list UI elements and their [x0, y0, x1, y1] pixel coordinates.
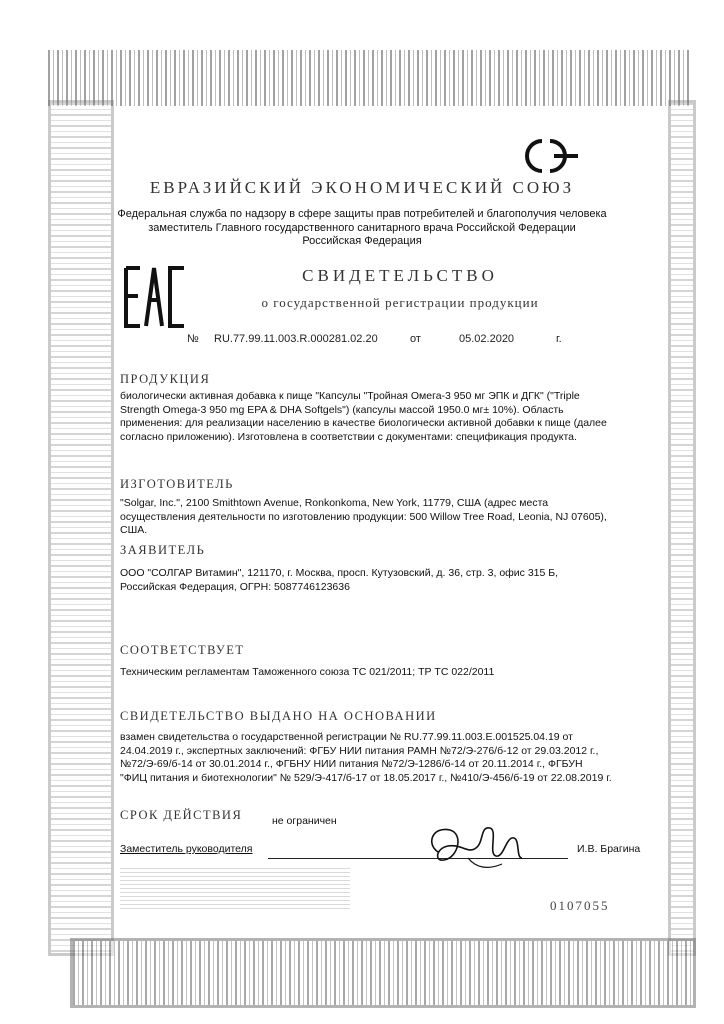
manufacturer-line: осуществления деятельности по изготовлению продукции: 500 Willow Tree Road, Leonia, NJ 07605),: [120, 510, 607, 523]
decorative-border-bottom: [70, 938, 696, 1008]
product-line: применения: для реализации населению в качестве биологически активной добавки к пище (далее: [120, 417, 607, 430]
manufacturer-line: "Solgar, Inc.", 2100 Smithtown Avenue, Ronkonkoma, New York, 11779, США (адрес места: [120, 497, 549, 509]
decorative-border-top: [48, 50, 690, 106]
conforms-line: Техническим регламентам Таможенного союза ТС 021/2011; ТР ТС 022/2011: [120, 666, 495, 678]
agency-line-1: Федеральная служба по надзору в сфере защиты прав потребителей и благополучия человека: [117, 208, 607, 220]
signatory-name: И.В. Брагина: [577, 843, 641, 855]
se-logo-icon: [520, 137, 584, 175]
handwritten-signature-icon: [418, 818, 528, 880]
eac-logo-icon: [122, 262, 188, 332]
manufacturer-text: [120, 497, 660, 538]
applicant-text: [120, 567, 660, 594]
applicant-line: Российская Федерация, ОГРН: 5087746123636: [120, 580, 350, 593]
agency-line-3: Российская Федерация: [302, 235, 422, 247]
conforms-text: [120, 666, 660, 680]
certificate-number: RU.77.99.11.003.R.000281.02.20: [214, 333, 378, 345]
agency-line-2: заместитель Главного государственного санитарного врача Российской Федерации: [148, 221, 576, 234]
form-serial-number: 0107055: [550, 898, 610, 913]
applicant-line: ООО "СОЛГАР Витамин", 121170, г. Москва, просп. Кутузовский, д. 36, стр. 3, офис 315 Б,: [120, 567, 559, 579]
basis-text: [120, 731, 660, 785]
certificate-subtitle: о государственной регистрации продукции: [261, 295, 539, 310]
product-heading: ПРОДУКЦИЯ: [120, 372, 211, 386]
number-label: №: [187, 333, 199, 345]
date-suffix: г.: [556, 333, 562, 345]
date-label: от: [410, 333, 421, 345]
manufacturer-line: США.: [120, 524, 148, 537]
basis-heading: СВИДЕТЕЛЬСТВО ВЫДАНО НА ОСНОВАНИИ: [120, 709, 437, 723]
validity-value: не ограничен: [272, 815, 337, 827]
validity-heading: СРОК ДЕЙСТВИЯ: [120, 808, 243, 822]
conforms-heading: СООТВЕТСТВУЕТ: [120, 643, 245, 657]
agency-block: [0, 208, 724, 249]
product-line: биологически активная добавка к пище "Капсулы "Тройная Омега-3 950 мг ЭПК и ДГК" ("Triple: [120, 390, 580, 402]
basis-line: взамен свидетельства о государственной регистрации № RU.77.99.11.003.E.001525.04.19 от: [120, 731, 573, 743]
product-text: [120, 390, 660, 444]
basis-line: 24.04.2019 г., экспертных заключений: ФГБУ НИИ питания РАМН №72/Э-276/б-12 от 29.03.2012 г.,: [120, 744, 599, 757]
certificate-title: СВИДЕТЕЛЬСТВО: [302, 266, 498, 285]
product-line: Strength Omega-3 950 mg EPA & DHA Softgels") (капсулы массой 1950.0 мг± 10%). Область: [120, 403, 564, 416]
product-line: согласно приложению). Изготовлена в соответствии с документами: спецификация продукта.: [120, 430, 577, 443]
signatory-role: Заместитель руководителя: [120, 843, 253, 855]
basis-line: "ФИЦ питания и биотехнологии" № 529/Э-417/б-17 от 18.05.2017 г., №410/Э-456/б-19 от 22.08.2019 г.: [120, 771, 612, 784]
manufacturer-heading: ИЗГОТОВИТЕЛЬ: [120, 477, 234, 491]
faded-stamp: [120, 868, 350, 912]
union-title: ЕВРАЗИЙСКИЙ ЭКОНОМИЧЕСКИЙ СОЮЗ: [149, 178, 575, 197]
certificate-date: 05.02.2020: [459, 333, 515, 345]
applicant-heading: ЗАЯВИТЕЛЬ: [120, 543, 206, 557]
basis-line: №72/Э-69/б-14 от 30.01.2014 г., ФГБНУ НИИ питания №72/Э-1286/б-14 от 20.11.2014 г., ФГБУН: [120, 758, 583, 771]
